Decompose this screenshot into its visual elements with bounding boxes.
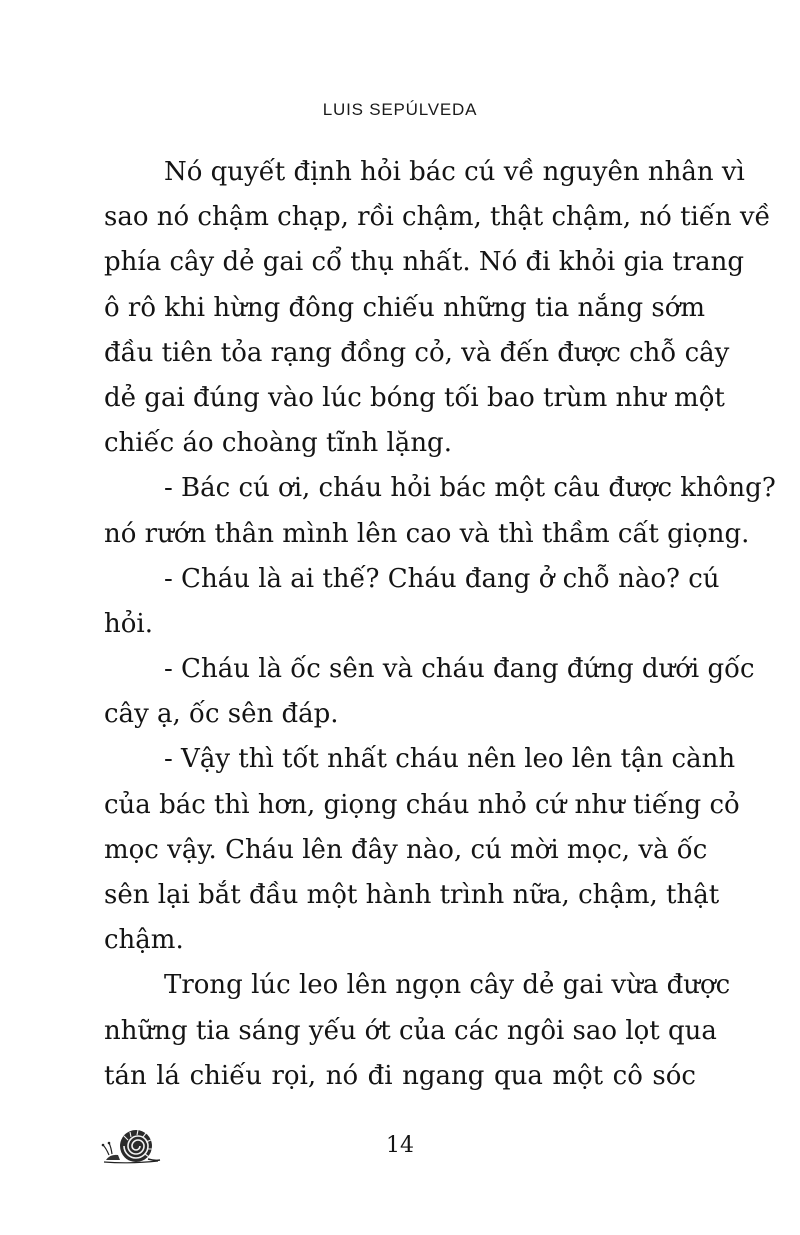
text-line: chậm. — [104, 925, 184, 956]
text-line: phía cây dẻ gai cổ thụ nhất. Nó đi khỏi gia trang — [104, 247, 744, 278]
text-line: sao nó chậm chạp, rồi chậm, thật chậm, nó tiến về — [104, 202, 771, 233]
text-line: dẻ gai đúng vào lúc bóng tối bao trùm như một — [104, 382, 725, 413]
text-line: những tia sáng yếu ớt của các ngôi sao lọt qua — [104, 1015, 717, 1046]
text-line: - Cháu là ốc sên và cháu đang đứng dưới gốc — [164, 654, 755, 685]
text-line: - Bác cú ơi, cháu hỏi bác một câu được không? — [164, 473, 776, 504]
page-number: 14 — [386, 1133, 414, 1158]
text-line: ô rô khi hừng đông chiếu những tia nắng sớm — [104, 292, 706, 323]
text-line: đầu tiên tỏa rạng đồng cỏ, và đến được chỗ cây — [104, 337, 730, 368]
body-text — [104, 150, 776, 1099]
text-line: hỏi. — [104, 608, 153, 639]
text-line: chiếc áo choàng tĩnh lặng. — [104, 428, 452, 459]
text-line: - Vậy thì tốt nhất cháu nên leo lên tận cành — [164, 744, 736, 775]
text-line: mọc vậy. Cháu lên đây nào, cú mời mọc, và ốc — [104, 834, 708, 865]
text-line: của bác thì hơn, giọng cháu nhỏ cứ như tiếng cỏ — [104, 789, 740, 820]
text-line: sên lại bắt đầu một hành trình nữa, chậm, thật — [104, 880, 720, 910]
text-line: Trong lúc leo lên ngọn cây dẻ gai vừa được — [164, 970, 731, 1001]
text-line: Nó quyết định hỏi bác cú về nguyên nhân vì — [164, 157, 745, 187]
text-line: nó rướn thân mình lên cao và thì thầm cất giọng. — [104, 518, 750, 549]
text-line: cây ạ, ốc sên đáp. — [104, 699, 339, 730]
text-line: - Cháu là ai thế? Cháu đang ở chỗ nào? cú — [164, 563, 720, 594]
text-line: tán lá chiếu rọi, nó đi ngang qua một cô sóc — [104, 1060, 696, 1091]
running-head-author: LUIS SEPÚLVEDA — [322, 100, 478, 119]
